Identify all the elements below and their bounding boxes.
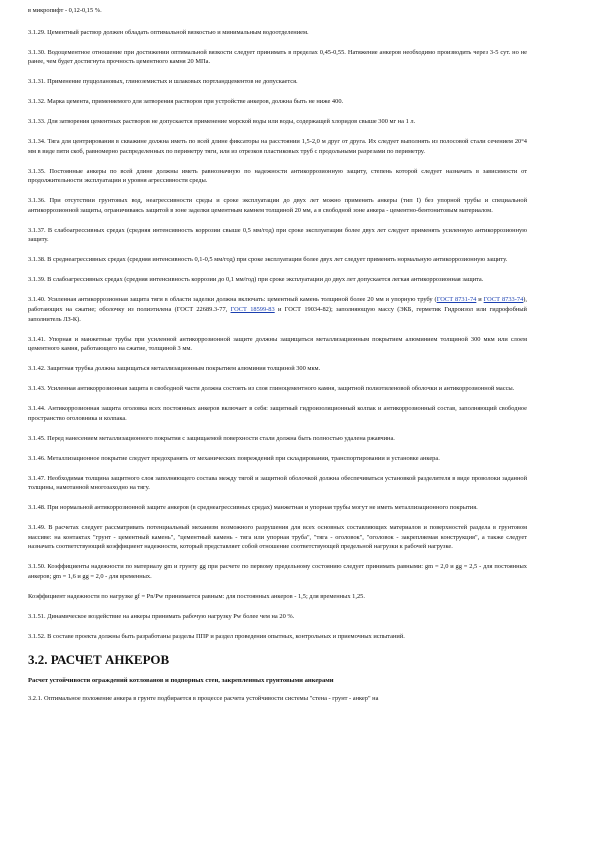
paragraph-3-1-37: 3.1.37. В слабоагрессивных средах (средняя интенсивность коррозии свыше 0,5 мм/год) при сроке эксплуатации более двух лет следует применять усиленную антикоррозионную защиту. bbox=[28, 226, 527, 244]
paragraph-load-factor: Коэффициент надежности по нагрузке gf = Pn/Pw принимается равным: для постоянных анкеров - 1,5; для временных 1,25. bbox=[28, 592, 365, 600]
paragraph-intro: в микропифт - 0,12-0,15 %. bbox=[28, 7, 102, 14]
paragraph-3-1-52: 3.1.52. В составе проекта должны быть разработаны разделы ППР и раздел проведения опытных, контрольных и приемочных испытаний. bbox=[28, 632, 405, 640]
gost-8731-link[interactable]: ГОСТ 8731-74 bbox=[436, 296, 477, 304]
paragraph-3-1-50: 3.1.50. Коэффициенты надежности по материалу gm и грунту gg при расчете по первому предельному состоянию следует принимать равными: gm = 2,0 и gg = 2,5 - для постоянных анкеров; gm = 1,6 и gg = 2,0 - для временных. bbox=[28, 563, 527, 580]
paragraph-3-1-36: 3.1.36. При отсутствии грунтовых вод, неагрессивности среды и сроке эксплуатации до двух лет можно применять анкеры (тип I) без упорной трубы и специальной антикоррозионной защиты, ограничиваясь защитой в зоне заделки цементным камнем толщиной 20 мм, а в свободной зоне анкера - цементно-бентонитовым материалом. bbox=[28, 197, 527, 214]
paragraph-3-1-33: 3.1.33. Для затворения цементных растворов не допускается применение морской воды или воды, содержащей хлоридов свыше 300 мг на 1 л. bbox=[28, 118, 416, 126]
section-subheading: Расчет устойчивости ограждений котлованов и подпорных стен, закрепленных грунтовыми анкерами bbox=[28, 676, 334, 684]
gost-18599-link[interactable]: ГОСТ 18599-83 bbox=[230, 305, 275, 313]
gost-8733-link[interactable]: ГОСТ 8733-74 bbox=[483, 296, 524, 304]
paragraph-3-1-30: 3.1.30. Водоцементное отношение при достижении оптимальной вязкости следует принимать в пределах 0,45-0,55. Натяжение анкеров необходимо производить через 3-5 сут. но не ранее, чем будет достигнута прочность цементного камня 20 МПа. bbox=[28, 48, 527, 66]
paragraph-3-1-31: 3.1.31. Применение пуццолановых, глиноземистых и шлаковых портландцементов не допускается. bbox=[28, 78, 298, 86]
paragraph-3-1-48: 3.1.48. При нормальной антикоррозионной защите анкеров (в среднеагрессивных средах) манжетная и упорная трубы могут не иметь металлизационного покрытия. bbox=[28, 504, 478, 512]
paragraph-3-1-40-sep: и bbox=[476, 296, 484, 304]
paragraph-3-1-32: 3.1.32. Марка цемента, применяемого для затворения растворов при устройстве анкеров, должна быть не ниже 400. bbox=[28, 98, 344, 106]
paragraph-3-1-40-part1: 3.1.40. Усиленная антикоррозионная защита тяги в области заделки должна включать: цементный камень толщиной более 20 мм и упорную трубу ( bbox=[28, 296, 437, 304]
paragraph-3-1-41: 3.1.41. Упорная и манжетные трубы при усиленной антикоррозионной защите должны защищаться металлизационным покрытием алюминием толщиной 300 мкм или слоем цементного камня, работающего на сжатие, толщиной 3 мм. bbox=[28, 335, 527, 353]
paragraph-3-1-40-part3: и ГОСТ 19034-82); заполняющую массу (ЭКБ, герметик Гидроизол или гидрофобный заполнитель ЛЗ-К). bbox=[28, 305, 527, 323]
paragraph-3-1-40 bbox=[28, 295, 527, 324]
paragraph-3-1-34: 3.1.34. Тяга для центрирования в скважине должна иметь по всей длине фиксаторы на расстоянии 1,5-2,0 м друг от друга. Их следует выполнять из полосовой стали сечением 20°4 мм в виде пяти скоб, равномерно распределенных по периметру тяги, или из отрезков пластиковых труб с продольными разрезами по периметру. bbox=[28, 138, 527, 155]
paragraph-3-1-51: 3.1.51. Динамическое воздействие на анкеры принимать рабочую нагрузку Pw более чем на 20 %. bbox=[28, 612, 295, 620]
paragraph-3-1-47: 3.1.47. Необходимая толщина защитного слоя заполняющего состава между тягой и защитной оболочкой должна обеспечиваться установкой разделителя в виде проволоки заданной толщины, намотанной многозаходно на тягу. bbox=[28, 474, 527, 492]
paragraph-3-1-43: 3.1.43. Усиленная антикоррозионная защита в свободной части должна состоять из слоя глиноцементного камня, защитной полиэтиленовой оболочки и антикоррозионной массы. bbox=[28, 385, 515, 393]
paragraph-3-1-39: 3.1.39. В слабоагрессивных средах (средняя интенсивность коррозии до 0,1 мм/год) при сроке эксплуатации до двух лет допускается легкая антикоррозионная защита. bbox=[28, 276, 484, 284]
section-heading: 3.2. РАСЧЕТ АНКЕРОВ bbox=[28, 651, 170, 667]
paragraph-3-1-46: 3.1.46. Металлизационное покрытие следует предохранять от механических повреждений при складировании, транспортировании и установке анкера. bbox=[28, 454, 440, 462]
paragraph-3-1-29: 3.1.29. Цементный раствор должен обладать оптимальной вязкостью и минимальным водоотделением. bbox=[28, 28, 309, 36]
paragraph-3-2-1: 3.2.1. Оптимальное положение анкера в грунте подбирается в процессе расчета устойчивости системы "стена - грунт - анкер" на bbox=[28, 694, 379, 702]
paragraph-3-1-35: 3.1.35. Постоянные анкеры по всей длине должны иметь равнозначную по надежности антикоррозионную защиту, степень которой следует назначать в зависимости от продолжительности эксплуатации и уровня агрессивности среды. bbox=[28, 167, 527, 185]
paragraph-3-1-42: 3.1.42. Защитная трубка должна защищаться металлизационным покрытием алюминия толщиной 300 мкм. bbox=[28, 365, 321, 373]
paragraph-3-1-45: 3.1.45. Перед нанесением металлизационного покрытия с защищаемой поверхности стали должна быть полностью удалена ржавчина. bbox=[28, 434, 395, 442]
paragraph-3-1-44: 3.1.44. Антикоррозионная защита оголовка всех постоянных анкеров включает в себя: защитный гидроизоляционный колпак и антикоррозионный состав, заполняющий свободное пространство оголовника и колпака. bbox=[28, 405, 527, 422]
paragraph-3-1-38: 3.1.38. В среднеагрессивных средах (средняя интенсивность 0,1-0,5 мм/год) при сроке эксплуатации более двух лет следует применять нормальную антикоррозионную защиту. bbox=[28, 256, 508, 264]
paragraph-3-1-49: 3.1.49. В расчетах следует рассматривать потенциальный механизм возможного разрушения для всех основных составляющих материалов и поверхностей раздела в грунтовом массиве: на контактах "грунт - цементный камень", "цементный камень - тяга или упорная труба", "тяга - оголовок", "оголовок - закрепляемая конструкция", а также следует назначать соответствующий коэффициент надежности, который представляет собой отношение соответствующей предельной нагрузки к рабочей нагрузке. bbox=[28, 524, 527, 551]
paragraph-3-1-40-part2: ), работающих на сжатие; оболочку из полиэтилена (ГОСТ 22689.3-77, bbox=[28, 296, 528, 313]
